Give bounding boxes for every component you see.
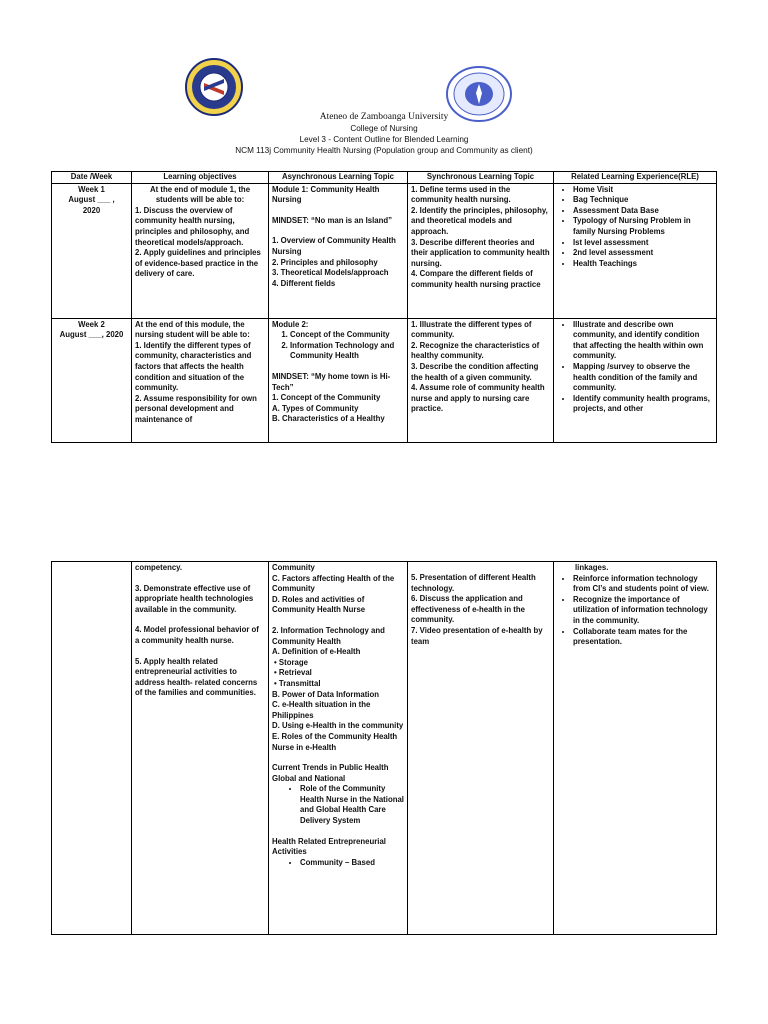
async-item: 2. Principles and philosophy — [272, 257, 378, 267]
async-item: 1. Overview of Community Health Nursing — [272, 236, 396, 256]
async-item: 2. Information Technology and Community Health — [272, 625, 385, 646]
rle-cell — [554, 562, 717, 935]
week-year: 2020 — [82, 205, 101, 215]
week-date: August ___, 2020 — [59, 330, 124, 340]
sync-item: 4. Compare the different fields of community health nursing practice — [411, 269, 541, 289]
objectives-cell — [132, 183, 269, 318]
rle-item: • Reinforce information technology from CI’s and students point of view. — [573, 574, 713, 595]
document-header — [0, 112, 768, 156]
async-item: A. Definition of e-Health — [272, 647, 361, 657]
rle-item: • Home Visit — [573, 185, 713, 196]
async-bullet: • Storage — [274, 657, 308, 667]
sync-cell — [408, 183, 554, 318]
async-bullet: • Transmittal — [274, 678, 321, 688]
async-cell — [269, 183, 408, 318]
week-cell — [52, 562, 132, 935]
async-item: 1. Concept of the Community — [272, 393, 381, 403]
async-item: D. Roles and activities of Community Health Nurse — [272, 594, 366, 615]
async-item: 3. Theoretical Models/approach — [272, 268, 389, 278]
rle-item: • 2nd level assessment — [573, 248, 713, 259]
async-cell — [269, 318, 408, 442]
objective-item: 2. Assume responsibility for own personal development and maintenance of — [135, 393, 257, 424]
university-name: Ateneo de Zamboanga University — [319, 112, 449, 122]
sync-item: 1. Define terms used in the community health nursing. — [411, 184, 511, 205]
table-row — [52, 562, 717, 935]
sync-item: 5. Presentation of different Health technology. — [411, 573, 536, 593]
trends-item: • Role of the Community Health Nurse in the National and Global Health Care Delivery System — [300, 784, 404, 826]
objective-item: 2. Apply guidelines and principles of evidence-based practice in the delivery of care. — [135, 248, 261, 279]
column-header: Synchronous Learning Topic — [408, 172, 554, 184]
async-list-item: 2. Information Technology and Community Health — [290, 341, 404, 362]
async-bullet: • Retrieval — [274, 668, 312, 678]
objective-item: 3. Demonstrate effective use of appropriate health technologies available in the community. — [135, 583, 254, 614]
week-label: Week 2 — [78, 319, 105, 329]
objectives-intro: At the end of module 1, the students will be able to: — [149, 184, 251, 205]
async-bullet-text: Retrieval — [278, 668, 312, 678]
table-row — [52, 183, 717, 318]
rle-item: • Recognize the importance of utilization of information technology in the community. — [573, 595, 713, 627]
sync-item: 2. Identify the principles, philosophy, and theoretical models and approach. — [411, 205, 548, 236]
week-date: August ___ , — [68, 195, 115, 205]
sync-cell — [408, 318, 554, 442]
rle-item: • Identify community health programs, projects, and other — [573, 394, 713, 415]
objectives-intro: At the end of this module, the nursing student will be able to: — [135, 319, 250, 340]
university-seal-icon — [185, 58, 243, 116]
async-cell — [269, 562, 408, 935]
async-item: 4. Different fields — [272, 278, 336, 288]
async-item: C. Factors affecting Health of the Community — [272, 573, 395, 594]
rle-item: • Health Teachings — [573, 259, 713, 270]
module-title: Module 2: — [272, 319, 309, 329]
async-item: D. Using e-Health in the community — [272, 721, 404, 731]
async-bullet-text: Storage — [278, 657, 308, 667]
column-header: Date /Week — [52, 172, 132, 184]
college-name: College of Nursing — [350, 124, 418, 133]
week-label: Week 1 — [78, 184, 105, 194]
sync-item: 4. Assume role of community health nurse and apply to nursing care practice. — [411, 383, 545, 414]
rle-item: • Assessment Data Base — [573, 206, 713, 217]
rle-cell — [554, 318, 717, 442]
async-item: C. e-Health situation in the Philippines — [272, 700, 371, 720]
week-cell — [52, 183, 132, 318]
async-item: A. Types of Community — [272, 403, 359, 413]
rle-item: linkages. — [575, 563, 609, 572]
objectives-cell — [132, 562, 269, 935]
sync-cell — [408, 562, 554, 935]
objective-item: 4. Model professional behavior of a community health nurse. — [135, 625, 259, 645]
rle-item: • Typology of Nursing Problem in family Nursing Problems — [573, 216, 713, 237]
column-header: Asynchronous Learning Topic — [269, 172, 408, 184]
async-item: B. Power of Data Information — [272, 689, 379, 699]
objective-item: 5. Apply health related entrepreneurial activities to address health- related concerns of the families and communities. — [135, 656, 258, 698]
rle-item: • Bag Technique — [573, 195, 713, 206]
column-header: Related Learning Experience(RLE) — [554, 172, 717, 184]
rle-item: • Mapping /survey to observe the health condition of the family and community. — [573, 362, 713, 394]
sync-item: 7. Video presentation of e-health by team — [411, 625, 543, 646]
content-outline-continuation-table — [51, 561, 717, 935]
async-item: E. Roles of the Community Health Nurse in e-Health — [272, 731, 398, 752]
objective-item: 1. Discuss the overview of community health nursing, principles and philosophy, and theoretical models/approach. — [135, 205, 250, 247]
table-header-row — [52, 172, 717, 184]
rle-item: • Collaborate team mates for the presentation. — [573, 627, 713, 648]
async-bullet-text: Transmittal — [278, 678, 321, 688]
mindset: MINDSET: “No man is an Island” — [272, 215, 393, 225]
rle-item: • Illustrate and describe own community, and identify condition that affecting the health within own community. — [573, 320, 713, 362]
content-outline-table — [51, 171, 717, 443]
entrepreneurial-title: Health Related Entrepreneurial Activities — [272, 836, 386, 857]
sync-item: 3. Describe the condition affecting the health of a given community. — [411, 361, 539, 382]
column-header: Learning objectives — [132, 172, 269, 184]
table-row — [52, 318, 717, 442]
sync-item: 6. Discuss the application and effectiveness of e-health in the community. — [411, 594, 525, 625]
objective-item: 1. Identify the different types of community, characteristics and factors that affects the health condition and situation of the community. — [135, 340, 252, 393]
objectives-cell — [132, 318, 269, 442]
rle-cell — [554, 183, 717, 318]
sync-item: 3. Describe different theories and their application to community health nursing. — [411, 237, 550, 268]
sync-item: 2. Recognize the characteristics of healthy community. — [411, 340, 540, 361]
rle-item: • Ist level assessment — [573, 238, 713, 249]
course-title: NCM 113j Community Health Nursing (Population group and Community as client) — [235, 146, 533, 155]
objective-item: competency. — [135, 563, 183, 572]
sync-item: 1. Illustrate the different types of community. — [411, 319, 532, 340]
async-item: B. Characteristics of a Healthy — [272, 414, 385, 424]
entrepreneurial-item: • Community – Based — [300, 858, 404, 869]
level-title: Level 3 - Content Outline for Blended Learning — [299, 135, 469, 144]
async-list-item: 1. Concept of the Community — [290, 330, 404, 341]
week-cell — [52, 318, 132, 442]
trends-title: Current Trends in Public Health Global and National — [272, 763, 389, 783]
mindset: MINDSET: “My home town is Hi-Tech” — [272, 371, 391, 392]
async-item: Community — [272, 563, 315, 572]
module-title: Module 1: Community Health Nursing — [272, 184, 380, 205]
